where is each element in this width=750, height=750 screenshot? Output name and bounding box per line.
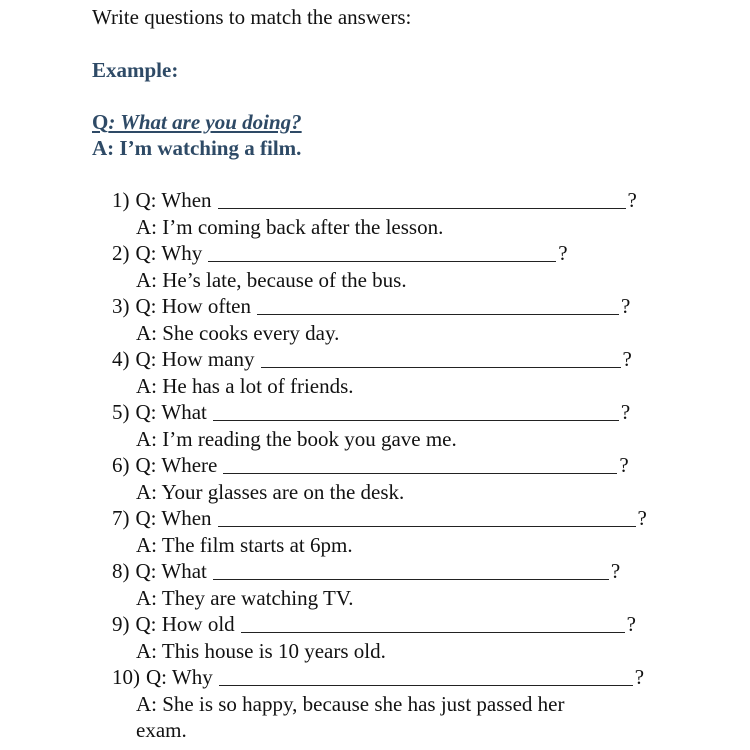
item-number: 8) [112, 559, 130, 583]
example-question-text: : What are you doing? [108, 110, 302, 134]
example-label: Example: [92, 58, 179, 82]
question-stem: Q: How old [135, 612, 235, 636]
question-mark: ? [620, 294, 631, 318]
answer-line: A: I’m reading the book you gave me. [136, 426, 457, 451]
exercise-item-9 [112, 611, 712, 664]
question-mark: ? [622, 347, 632, 371]
answer-line: A: This house is 10 years old. [136, 638, 386, 663]
answer-line: A: He has a lot of friends. [136, 373, 354, 398]
question-mark: ? [619, 453, 629, 477]
answer-line: A: She cooks every day. [136, 320, 340, 345]
exercise-item-6 [112, 452, 712, 505]
answer-blank[interactable] [261, 348, 621, 368]
question-mark: ? [620, 400, 631, 424]
exercise-item-3 [112, 293, 712, 346]
instruction-text: Write questions to match the answers: [92, 5, 412, 29]
question-line [112, 611, 712, 638]
answer-blank[interactable] [218, 507, 636, 527]
question-mark: ? [626, 612, 636, 636]
example-answer: A: I’m watching a film. [92, 136, 302, 160]
answer-line: A: The film starts at 6pm. [136, 532, 353, 557]
item-number: 9) [112, 612, 130, 636]
answer-blank[interactable] [257, 295, 619, 315]
answer-line: A: Your glasses are on the desk. [136, 479, 405, 504]
question-stem: Q: When [135, 506, 212, 530]
item-number: 5) [112, 400, 130, 424]
question-stem: Q: Why [146, 665, 213, 689]
question-mark: ? [610, 559, 621, 583]
question-line [112, 558, 712, 585]
question-line [112, 240, 712, 267]
question-stem: Q: How often [135, 294, 251, 318]
answer-blank[interactable] [223, 454, 617, 474]
exercise-item-5 [112, 399, 712, 452]
answer-line: A: He’s late, because of the bus. [136, 267, 407, 292]
item-number: 1) [112, 188, 130, 212]
question-line [112, 346, 712, 373]
question-stem: Q: Why [135, 241, 203, 265]
question-stem: Q: Where [135, 453, 218, 477]
exercise-item-4 [112, 346, 712, 399]
answer-blank[interactable] [219, 666, 633, 686]
answer-blank[interactable] [241, 613, 625, 633]
answer-line: A: I’m coming back after the lesson. [136, 214, 444, 239]
question-stem: Q: What [135, 400, 207, 424]
answer-line: A: She is so happy, because she has just passed her exam. [136, 691, 565, 742]
question-mark: ? [634, 665, 645, 689]
answer-blank[interactable] [213, 401, 619, 421]
item-number: 4) [112, 347, 130, 371]
exercise-item-8 [112, 558, 712, 611]
question-stem: Q: What [135, 559, 207, 583]
exercise-item-7 [112, 505, 712, 558]
question-stem: Q: How many [135, 347, 255, 371]
example-question-prefix: Q [92, 110, 109, 134]
question-mark: ? [637, 506, 647, 530]
question-mark: ? [627, 188, 637, 212]
question-line [112, 187, 712, 214]
item-number: 7) [112, 506, 130, 530]
question-line [112, 293, 712, 320]
answer-blank[interactable] [213, 560, 609, 580]
item-number: 10) [112, 665, 140, 689]
item-number: 3) [112, 294, 130, 318]
question-line [112, 664, 712, 691]
item-number: 6) [112, 453, 130, 477]
exercise-item-10 [112, 664, 712, 744]
answer-blank[interactable] [218, 189, 626, 209]
question-line [112, 505, 712, 532]
example-question [92, 109, 302, 135]
answer-blank[interactable] [208, 242, 556, 262]
item-number: 2) [112, 241, 130, 265]
exercise-item-1 [112, 187, 712, 240]
question-line [112, 452, 712, 479]
exercise-item-2 [112, 240, 712, 293]
question-mark: ? [558, 241, 568, 265]
answer-line: A: They are watching TV. [136, 585, 354, 610]
question-line [112, 399, 712, 426]
question-stem: Q: When [135, 188, 212, 212]
